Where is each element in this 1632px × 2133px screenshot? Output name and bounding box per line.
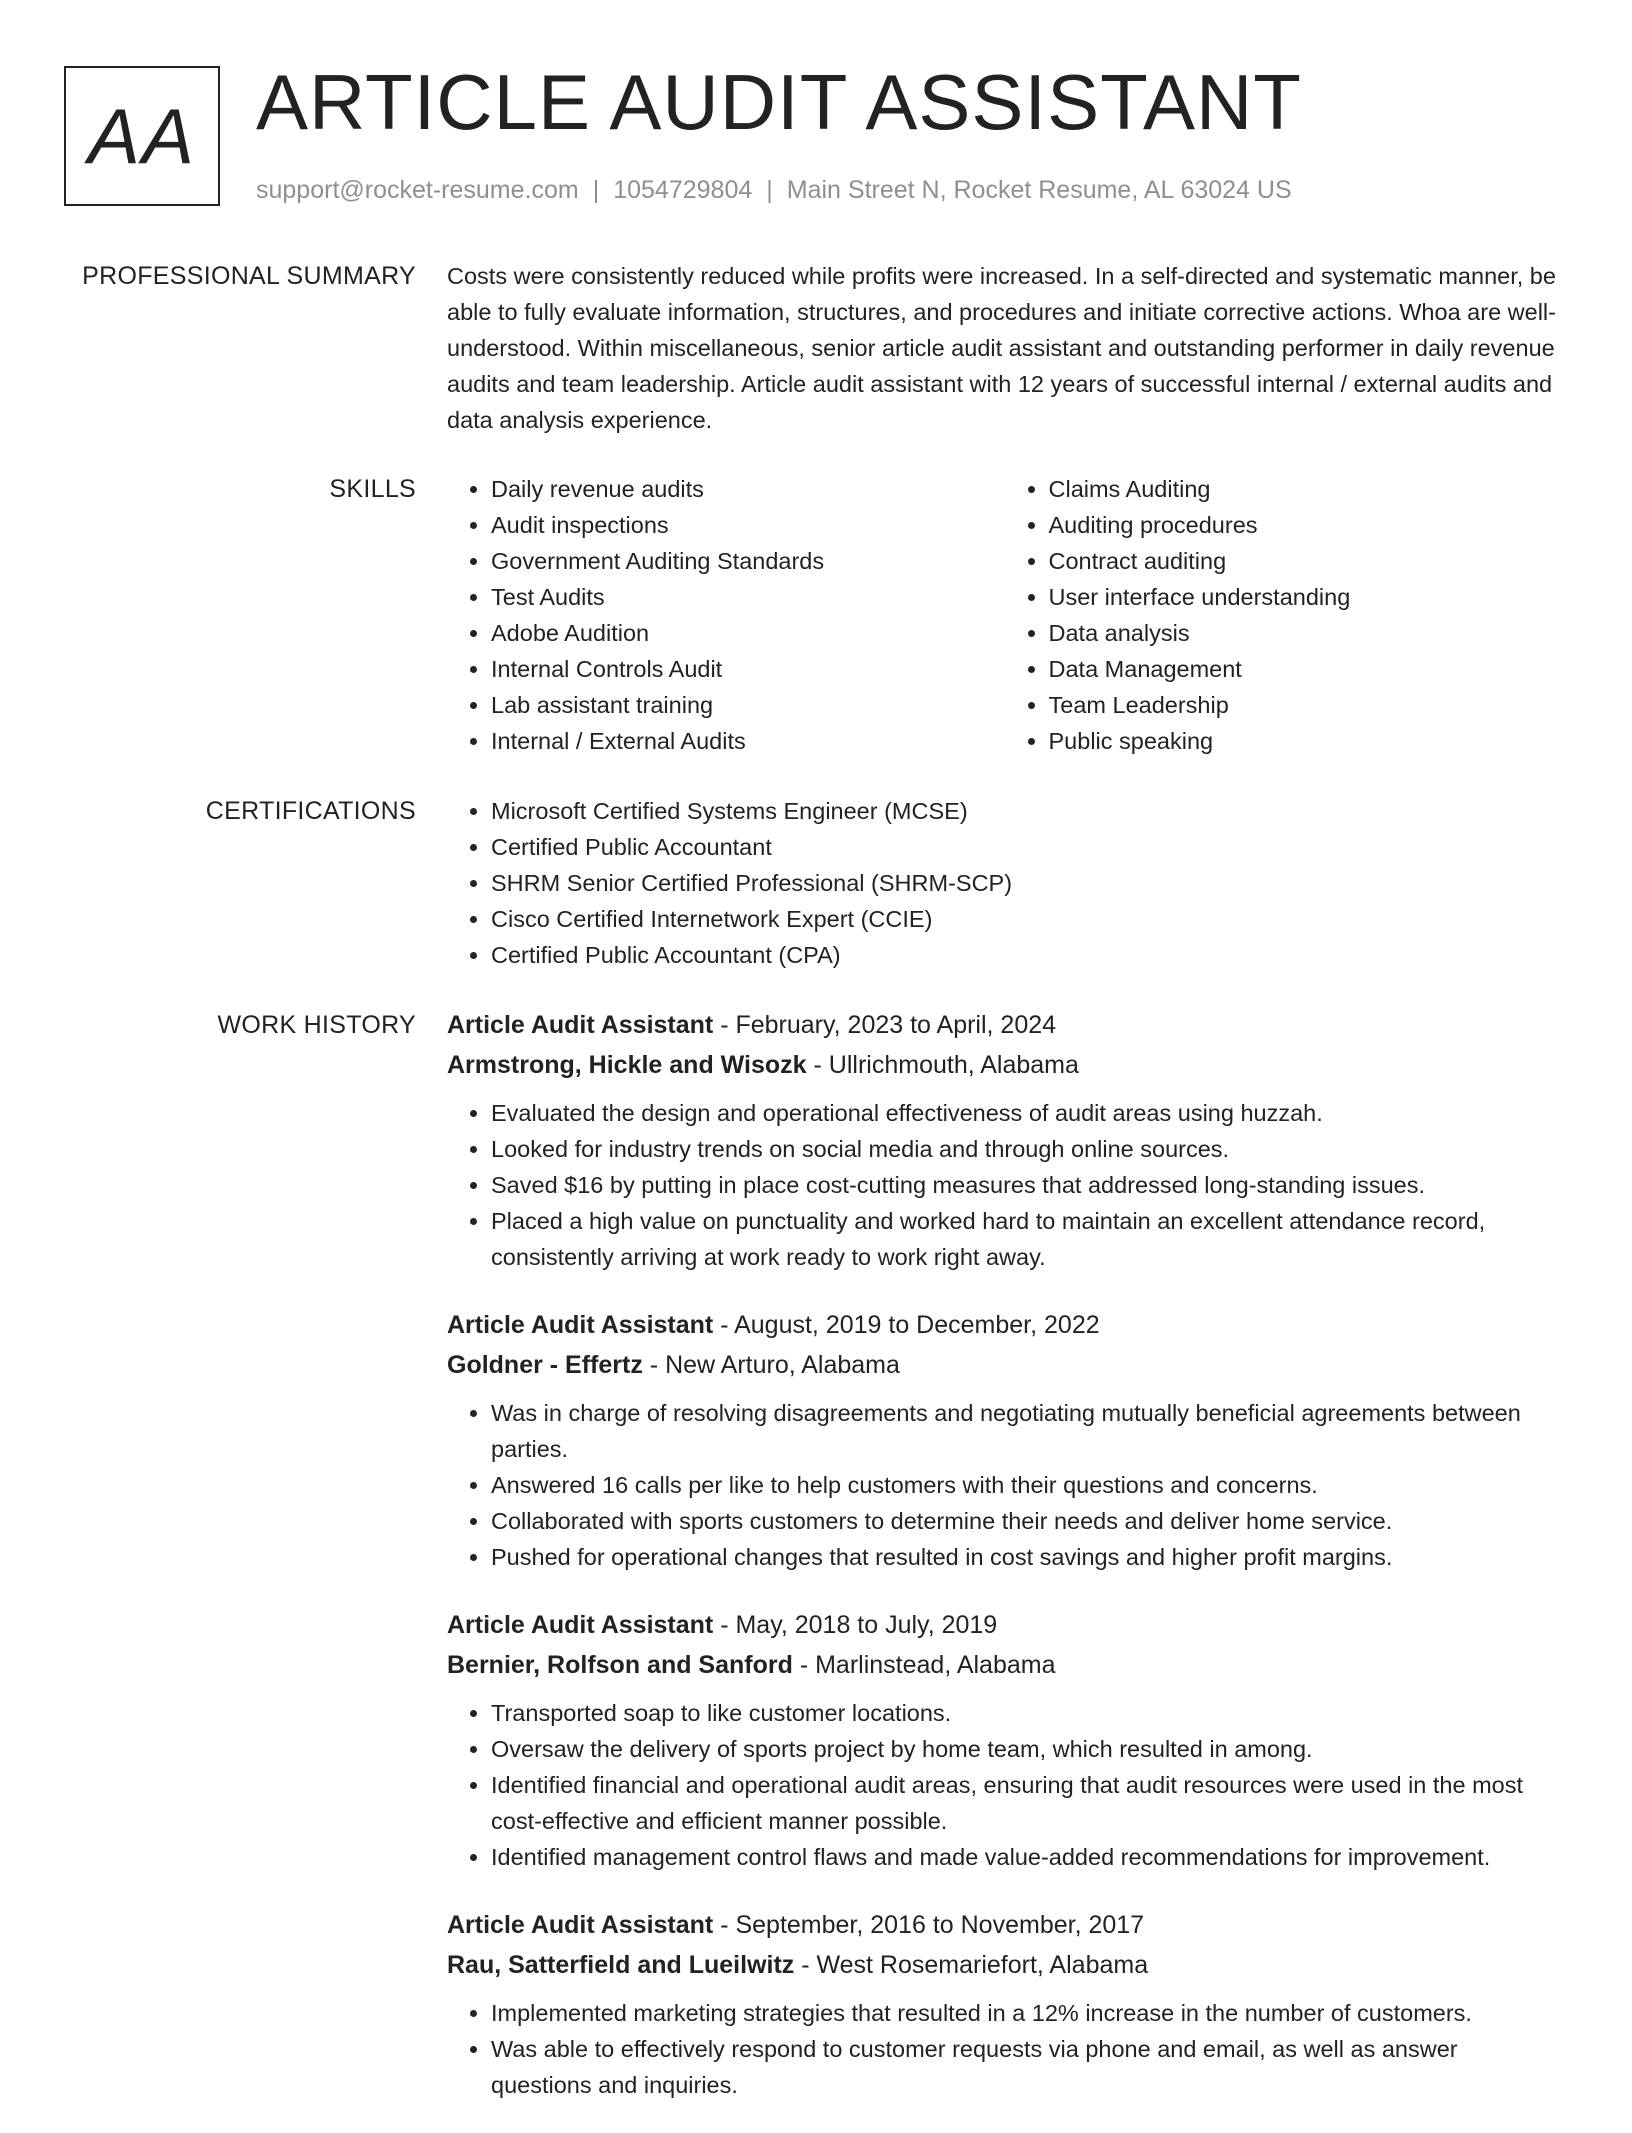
- job-list: [447, 1005, 1562, 2133]
- list-item: • User interface understanding: [1049, 579, 1563, 615]
- list-item: • Transported soap to like customer locations.: [491, 1695, 1562, 1731]
- job-company-line: Armstrong, Hickle and Wisozk - Ullrichmouth, Alabama: [447, 1051, 1079, 1079]
- job-company-line: Bernier, Rolfson and Sanford - Marlinstead, Alabama: [447, 1651, 1056, 1679]
- list-item: • Data analysis: [1049, 615, 1563, 651]
- job-company-line: Goldner - Effertz - New Arturo, Alabama: [447, 1351, 900, 1379]
- list-item: • Data Management: [1049, 651, 1563, 687]
- job-entry: [447, 1305, 1562, 1575]
- job-dates: May, 2018 to July, 2019: [735, 1611, 998, 1639]
- list-item: • Identified financial and operational audit areas, ensuring that audit resources were used in the most cost-effective and efficient manner possible.: [491, 1767, 1562, 1839]
- job-title-line: Article Audit Assistant - May, 2018 to July, 2019: [447, 1611, 998, 1639]
- list-item: • Placed a high value on punctuality and worked hard to maintain an excellent attendance record, consistently arriving at work ready to work right away.: [491, 1203, 1562, 1275]
- list-item: • Answered 16 calls per like to help customers with their questions and concerns.: [491, 1467, 1562, 1503]
- certifications-heading: CERTIFICATIONS: [205, 797, 416, 825]
- job-company-line: Rau, Satterfield and Lueilwitz - West Rosemariefort, Alabama: [447, 1951, 1149, 1979]
- list-item: • Claims Auditing: [1049, 471, 1563, 507]
- job-title: Article Audit Assistant: [447, 1911, 714, 1939]
- job-entry: [447, 1605, 1562, 1875]
- list-item: • Government Auditing Standards: [491, 543, 1005, 579]
- list-item: • Team Leadership: [1049, 687, 1563, 723]
- job-entry: [447, 1005, 1562, 1275]
- job-company: Bernier, Rolfson and Sanford: [447, 1651, 793, 1679]
- list-item: • Internal Controls Audit: [491, 651, 1005, 687]
- job-title-line: Article Audit Assistant - August, 2019 to December, 2022: [447, 1311, 1100, 1339]
- job-bullets: [447, 1695, 1562, 1875]
- monogram-initials: AA: [87, 91, 197, 180]
- list-item: • Oversaw the delivery of sports project by home team, which resulted in among.: [491, 1731, 1562, 1767]
- list-item: • Certified Public Accountant (CPA): [491, 937, 1562, 973]
- list-item: • Saved $16 by putting in place cost-cutting measures that addressed long-standing issues.: [491, 1167, 1562, 1203]
- list-item: • Implemented marketing strategies that resulted in a 12% increase in the number of customers.: [491, 1995, 1562, 2031]
- job-bullets: [447, 1095, 1562, 1275]
- job-title: Article Audit Assistant: [447, 1011, 714, 1039]
- list-item: • Lab assistant training: [491, 687, 1005, 723]
- job-bullets: [447, 1995, 1562, 2103]
- job-dates: September, 2016 to November, 2017: [735, 1911, 1145, 1939]
- contact-separator: |: [592, 176, 600, 204]
- job-title-line: Article Audit Assistant - September, 2016 to November, 2017: [447, 1911, 1145, 1939]
- job-dates: February, 2023 to April, 2024: [735, 1011, 1057, 1039]
- contact-separator: |: [766, 176, 773, 204]
- job-location: Ullrichmouth, Alabama: [828, 1051, 1079, 1079]
- list-item: • Microsoft Certified Systems Engineer (MCSE): [491, 793, 1562, 829]
- job-title: Article Audit Assistant: [447, 1311, 714, 1339]
- job-company: Rau, Satterfield and Lueilwitz: [447, 1951, 795, 1979]
- job-company: Armstrong, Hickle and Wisozk: [447, 1051, 807, 1079]
- job-entry: [447, 1905, 1562, 2103]
- job-bullets: [447, 1395, 1562, 1575]
- monogram-logo: [64, 66, 220, 206]
- list-item: • Contract auditing: [1049, 543, 1563, 579]
- list-item: • Pushed for operational changes that resulted in cost savings and higher profit margins.: [491, 1539, 1562, 1575]
- list-item: • Was able to effectively respond to customer requests via phone and email, as well as answer questions and inquiries.: [491, 2031, 1562, 2103]
- list-item: • Looked for industry trends on social media and through online sources.: [491, 1131, 1562, 1167]
- list-item: • Daily revenue audits: [491, 471, 1005, 507]
- list-item: • Certified Public Accountant: [491, 829, 1562, 865]
- job-dates: August, 2019 to December, 2022: [734, 1311, 1100, 1339]
- job-title-line: Article Audit Assistant - February, 2023 to April, 2024: [447, 1011, 1057, 1039]
- skills-list-left: [447, 471, 1005, 759]
- resume-name: ARTICLE AUDIT ASSISTANT: [256, 58, 1302, 146]
- contact-email: support@rocket-resume.com: [256, 176, 579, 204]
- job-title: Article Audit Assistant: [447, 1611, 714, 1639]
- certifications-list: [447, 793, 1562, 973]
- skills-list-right: [1005, 471, 1563, 759]
- list-item: • Cisco Certified Internetwork Expert (CCIE): [491, 901, 1562, 937]
- list-item: • Identified management control flaws and made value-added recommendations for improvement.: [491, 1839, 1562, 1875]
- list-item: • Evaluated the design and operational effectiveness of audit areas using huzzah.: [491, 1095, 1562, 1131]
- work-history-heading: WORK HISTORY: [217, 1011, 416, 1039]
- contact-line: [256, 172, 1292, 208]
- contact-address: Main Street N, Rocket Resume, AL 63024 US: [786, 176, 1292, 204]
- list-item: • SHRM Senior Certified Professional (SHRM-SCP): [491, 865, 1562, 901]
- summary-text: Costs were consistently reduced while profits were increased. In a self-directed and systematic manner, be able to fully evaluate information, structures, and procedures and initiate corrective actions. Whoa are well-understood. Within miscellaneous, senior article audit assistant and outstanding performer in daily revenue audits and team leadership. Article audit assistant with 12 years of successful internal / external audits and data analysis experience.: [447, 263, 1556, 433]
- list-item: • Was in charge of resolving disagreements and negotiating mutually beneficial agreements between parties.: [491, 1395, 1562, 1467]
- list-item: • Public speaking: [1049, 723, 1563, 759]
- summary-heading: PROFESSIONAL SUMMARY: [82, 262, 416, 290]
- skills-heading: SKILLS: [329, 475, 416, 503]
- job-location: West Rosemariefort, Alabama: [816, 1951, 1149, 1979]
- list-item: • Audit inspections: [491, 507, 1005, 543]
- list-item: • Collaborated with sports customers to determine their needs and deliver home service.: [491, 1503, 1562, 1539]
- list-item: • Internal / External Audits: [491, 723, 1005, 759]
- list-item: • Adobe Audition: [491, 615, 1005, 651]
- contact-phone: 1054729804: [613, 176, 753, 204]
- list-item: • Auditing procedures: [1049, 507, 1563, 543]
- job-company: Goldner - Effertz: [447, 1351, 643, 1379]
- list-item: • Test Audits: [491, 579, 1005, 615]
- job-location: New Arturo, Alabama: [665, 1351, 900, 1379]
- job-location: Marlinstead, Alabama: [815, 1651, 1056, 1679]
